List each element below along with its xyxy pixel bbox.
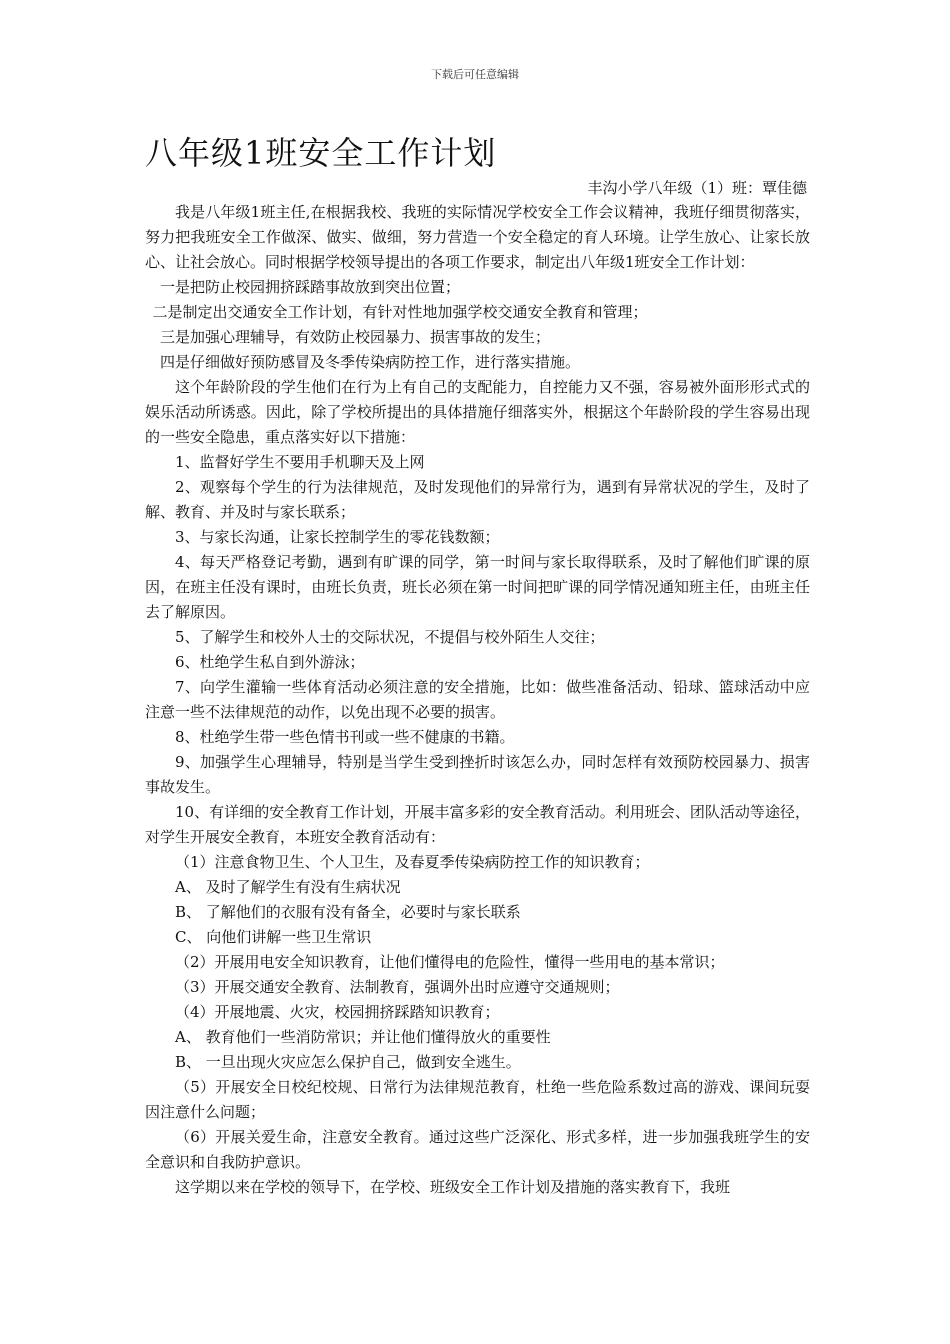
document-body <box>145 200 810 1200</box>
measure-item: 8、杜绝学生带一些色情书刊或一些不健康的书籍。 <box>175 728 515 746</box>
document-title: 八年级1班安全工作计划 <box>145 134 497 172</box>
education-item: （4）开展地震、火灾，校园拥挤踩踏知识教育； <box>175 1003 500 1021</box>
measure-item: 9、加强学生心理辅导，特别是当学生受到挫折时该怎么办，同时怎样有效预防校园暴力、损害事故发生。 <box>145 753 810 796</box>
education-item: （3）开展交通安全教育、法制教育，强调外出时应遵守交通规则； <box>175 978 620 996</box>
paragraph-conclusion: 这学期以来在学校的领导下，在学校、班级安全工作计划及措施的落实教育下，我班 <box>175 1178 731 1196</box>
education-subitem: A、 教育他们一些消防常识；并让他们懂得放火的重要性 <box>175 1028 551 1046</box>
measure-item: 7、向学生灌输一些体育活动必须注意的安全措施，比如：做些准备活动、铅球、篮球活动中应注意一些不法律规范的动作，以免出现不必要的损害。 <box>145 678 810 721</box>
measure-item: 5、了解学生和校外人士的交际状况，不提倡与校外陌生人交往； <box>175 628 605 646</box>
education-subitem: B、 了解他们的衣服有没有备全，必要时与家长联系 <box>175 903 521 921</box>
education-item: （6）开展关爱生命，注意安全教育。通过这些广泛深化、形式多样，进一步加强我班学生的安全意识和自我防护意识。 <box>145 1128 810 1171</box>
measure-item: 10、有详细的安全教育工作计划，开展丰富多彩的安全教育活动。利用班会、团队活动等途径，对学生开展安全教育，本班安全教育活动有： <box>145 803 810 846</box>
education-item: （1）注意食物卫生、个人卫生，及春夏季传染病防控工作的知识教育； <box>175 853 650 871</box>
education-subitem: B、 一旦出现火灾应怎么保护自己，做到安全逃生。 <box>175 1053 521 1071</box>
author-line: 丰沟小学八年级（1）班：覃佳德 <box>587 179 807 197</box>
education-subitem: C、 向他们讲解一些卫生常识 <box>175 928 372 946</box>
measure-item: 2、观察每个学生的行为法律规范，及时发现他们的异常行为，遇到有异常状况的学生，及时了解、教育、并及时与家长联系； <box>145 478 810 521</box>
measure-item: 6、杜绝学生私自到外游泳； <box>175 653 365 671</box>
measure-item: 3、与家长沟通，让家长控制学生的零花钱数额； <box>175 528 500 546</box>
measure-item: 4、每天严格登记考勤，遇到有旷课的同学，第一时间与家长取得联系，及时了解他们旷课的原因，在班主任没有课时，由班长负责，班长必须在第一时间把旷课的同学情况通知班主任，由班主任去了解原因。 <box>145 553 810 621</box>
paragraph-point-2: 二是制定出交通安全工作计划，有针对性地加强学校交通安全教育和管理； <box>152 303 648 321</box>
education-item: （2）开展用电安全知识教育，让他们懂得电的危险性，懂得一些用电的基本常识； <box>175 953 725 971</box>
education-subitem: A、 及时了解学生有没有生病状况 <box>175 878 401 896</box>
education-item: （5）开展安全日校纪校规、日常行为法律规范教育，杜绝一些危险系数过高的游戏、课间玩耍因注意什么问题； <box>145 1078 810 1121</box>
paragraph-point-3: 三是加强心理辅导，有效防止校园暴力、损害事故的发生； <box>160 328 551 346</box>
measure-item: 1、监督好学生不要用手机聊天及上网 <box>175 453 425 471</box>
paragraph-context: 这个年龄阶段的学生他们在行为上有自己的支配能力，自控能力又不强，容易被外面形形式式的娱乐活动所诱惑。因此，除了学校所提出的具体措施仔细落实外，根据这个年龄阶段的学生容易出现的一些安全隐患，重点落实好以下措施： <box>145 378 810 446</box>
paragraph-point-1: 一是把防止校园拥挤踩踏事故放到突出位置； <box>160 278 461 296</box>
paragraph-point-4: 四是仔细做好预防感冒及冬季传染病防控工作，进行落实措施。 <box>160 353 581 371</box>
paragraph-intro: 我是八年级1班主任,在根据我校、我班的实际情况学校安全工作会议精神，我班仔细贯彻落实，努力把我班安全工作做深、做实、做细，努力营造一个安全稳定的育人环境。让学生放心、让家长放心、让社会放心。同时根据学校领导提出的各项工作要求，制定出八年级1班安全工作计划： <box>145 203 810 271</box>
header-note: 下载后可任意编辑 <box>431 68 519 81</box>
